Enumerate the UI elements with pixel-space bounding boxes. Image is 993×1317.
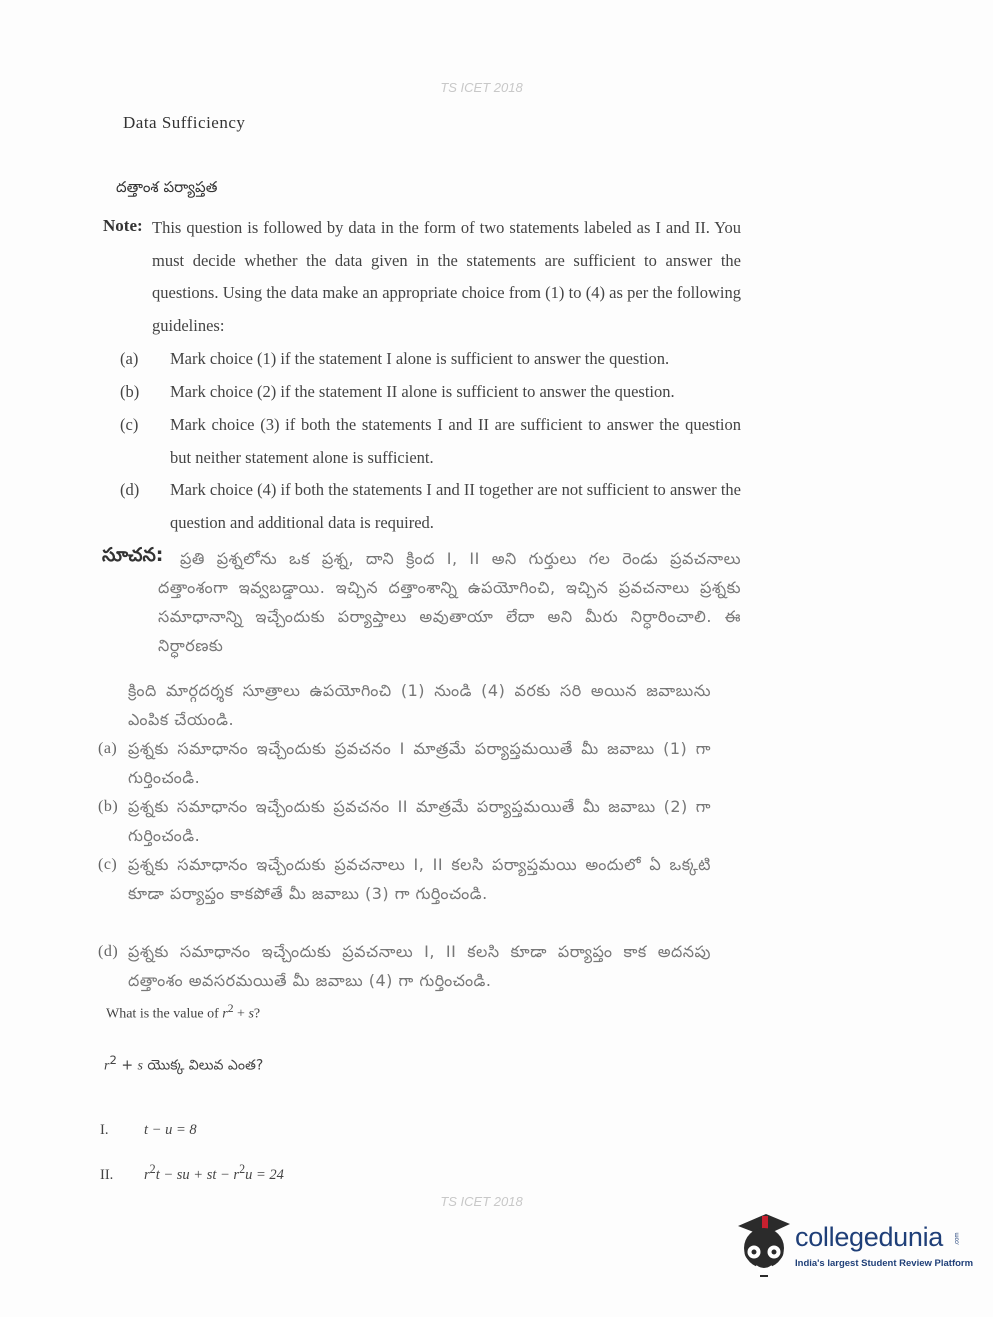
- note-item-text: Mark choice (2) if the statement II alone is sufficient to answer the question.: [170, 382, 675, 401]
- note-item-mark: (a): [98, 740, 118, 757]
- question-var-r: r: [104, 1058, 110, 1074]
- statement-exp: 2: [239, 1162, 246, 1176]
- note-item-text: ప్రశ్నకు సమాధానం ఇచ్చేందుకు ప్రవచనాలు I, II కలసి పర్యాప్తమయి అందులో ఏ ఒక్కటి కూడా పర్యాప్తం కాకపోతే మీ జవాబు (3) గా గుర్తించండి.: [128, 855, 711, 903]
- note-item-text: Mark choice (3) if both the statements I and II are sufficient to answer the question but neither statement alone is sufficient.: [170, 415, 741, 467]
- note-item-mark: (a): [120, 349, 139, 368]
- note-item-mark: (b): [120, 382, 140, 401]
- note-item-mark: (c): [98, 856, 118, 873]
- statement-expr-part: r: [144, 1166, 150, 1183]
- note-item-d: [120, 474, 741, 539]
- note-item-mark: (b): [98, 798, 119, 815]
- question-suffix: ?: [253, 1006, 261, 1022]
- note-item-c: [120, 409, 741, 474]
- note-item-text: ప్రశ్నకు సమాధానం ఇచ్చేందుకు ప్రవచనాలు I, II కలసి కూడా పర్యాప్తం కాక అదనపు దత్తాంశం అవసరమయితే మీ జవాబు (4) గా గుర్తించండి.: [128, 942, 711, 990]
- logo-tagline: India's largest Student Review Platform: [795, 1258, 974, 1269]
- question-exp: 2: [109, 1053, 117, 1067]
- note-item-mark: (d): [120, 480, 140, 499]
- question-plus: +: [116, 1057, 138, 1074]
- note-item-text: ప్రశ్నకు సమాధానం ఇచ్చేందుకు ప్రవచనం II మాత్రమే పర్యాప్తమయితే మీ జవాబు (2) గా గుర్తించండి.: [128, 797, 711, 845]
- question-var-r: r: [222, 1006, 228, 1022]
- watermark-top: TS ICET 2018: [440, 80, 523, 95]
- question-var-s: s: [137, 1058, 143, 1074]
- note-label: Note:: [103, 216, 143, 235]
- note-item-a-telugu: [98, 734, 711, 792]
- note-item-mark: (d): [98, 943, 119, 960]
- note-item-d-telugu: [98, 937, 711, 995]
- note-item-b-telugu: [98, 792, 711, 850]
- note-item-a: [120, 343, 741, 376]
- statement-roman: I.: [100, 1122, 109, 1138]
- statement-expr: t − u = 8: [144, 1122, 197, 1138]
- section-title: Data Sufficiency: [123, 113, 246, 132]
- statement-1: [100, 1122, 197, 1139]
- note-item-text: ప్రశ్నకు సమాధానం ఇచ్చేందుకు ప్రవచనం I మాత్రమే పర్యాప్తమయితే మీ జవాబు (1) గా గుర్తించండి.: [128, 739, 711, 787]
- question-var-s: s: [248, 1006, 254, 1022]
- logo-name: collegedunia: [795, 1222, 944, 1252]
- note-item-c-telugu: [98, 850, 711, 908]
- note-item-text: Mark choice (1) if the statement I alone is sufficient to answer the question.: [170, 349, 670, 368]
- statement-2: [100, 1162, 284, 1184]
- question-plus: +: [233, 1006, 249, 1022]
- watermark-bottom: TS ICET 2018: [440, 1194, 523, 1209]
- statement-expr-part: u = 24: [245, 1166, 284, 1183]
- statement-roman: II.: [100, 1166, 114, 1183]
- question-telugu-text: యొక్క విలువ ఎంత?: [142, 1057, 264, 1074]
- note-label-telugu: సూచన:: [102, 544, 164, 566]
- section-title-telugu: దత్తాంశ పర్యాప్తత: [116, 178, 218, 196]
- note-item-b: [120, 376, 741, 409]
- statement-exp: 2: [149, 1162, 156, 1176]
- question-exp: 2: [227, 1002, 234, 1015]
- note-intro-telugu: ప్రతి ప్రశ్నలోను ఒక ప్రశ్న, దాని క్రింద I, II అని గుర్తులు గల రెండు ప్రవచనాలు దత్తాంశంగా ఇవ్వబడ్డాయి. ఇచ్చిన దత్తాంశాన్ని ఉపయోగించి, ఇచ్చిన ప్రవచనాలు ప్రశ్నకు సమాధానాన్ని ఇచ్చేందుకు పర్యాప్తాలు అవుతాయా లేదా అని మీరు నిర్ధారించాలి. ఈ నిర్ధారణకు: [158, 549, 741, 655]
- note-item-text: Mark choice (4) if both the statements I and II together are not sufficient to answer the question and additional data is required.: [170, 480, 741, 532]
- question-text-telugu: [104, 1053, 263, 1077]
- question-text: [106, 1002, 260, 1023]
- collegedunia-mascot-icon: [734, 1208, 796, 1280]
- note-rule-intro-telugu: క్రింది మార్గదర్శక సూత్రాలు ఉపయోగించి (1) నుండి (4) వరకు సరి అయిన జవాబును ఎంపిక చేయండి.: [128, 681, 711, 729]
- note-intro: This question is followed by data in the form of two statements labeled as I and II. You must decide whether the data given in the statements are sufficient to answer the questions. Using the data make an appropriate choice from (1) to (4) as per the following guidelines:: [152, 218, 741, 336]
- logo-com: .com: [954, 1232, 961, 1246]
- question-prefix: What is the value of: [106, 1006, 219, 1022]
- statement-expr-part: t − su + st −: [155, 1166, 234, 1183]
- note-item-mark: (c): [120, 415, 139, 434]
- statement-expr-part: r: [233, 1166, 240, 1183]
